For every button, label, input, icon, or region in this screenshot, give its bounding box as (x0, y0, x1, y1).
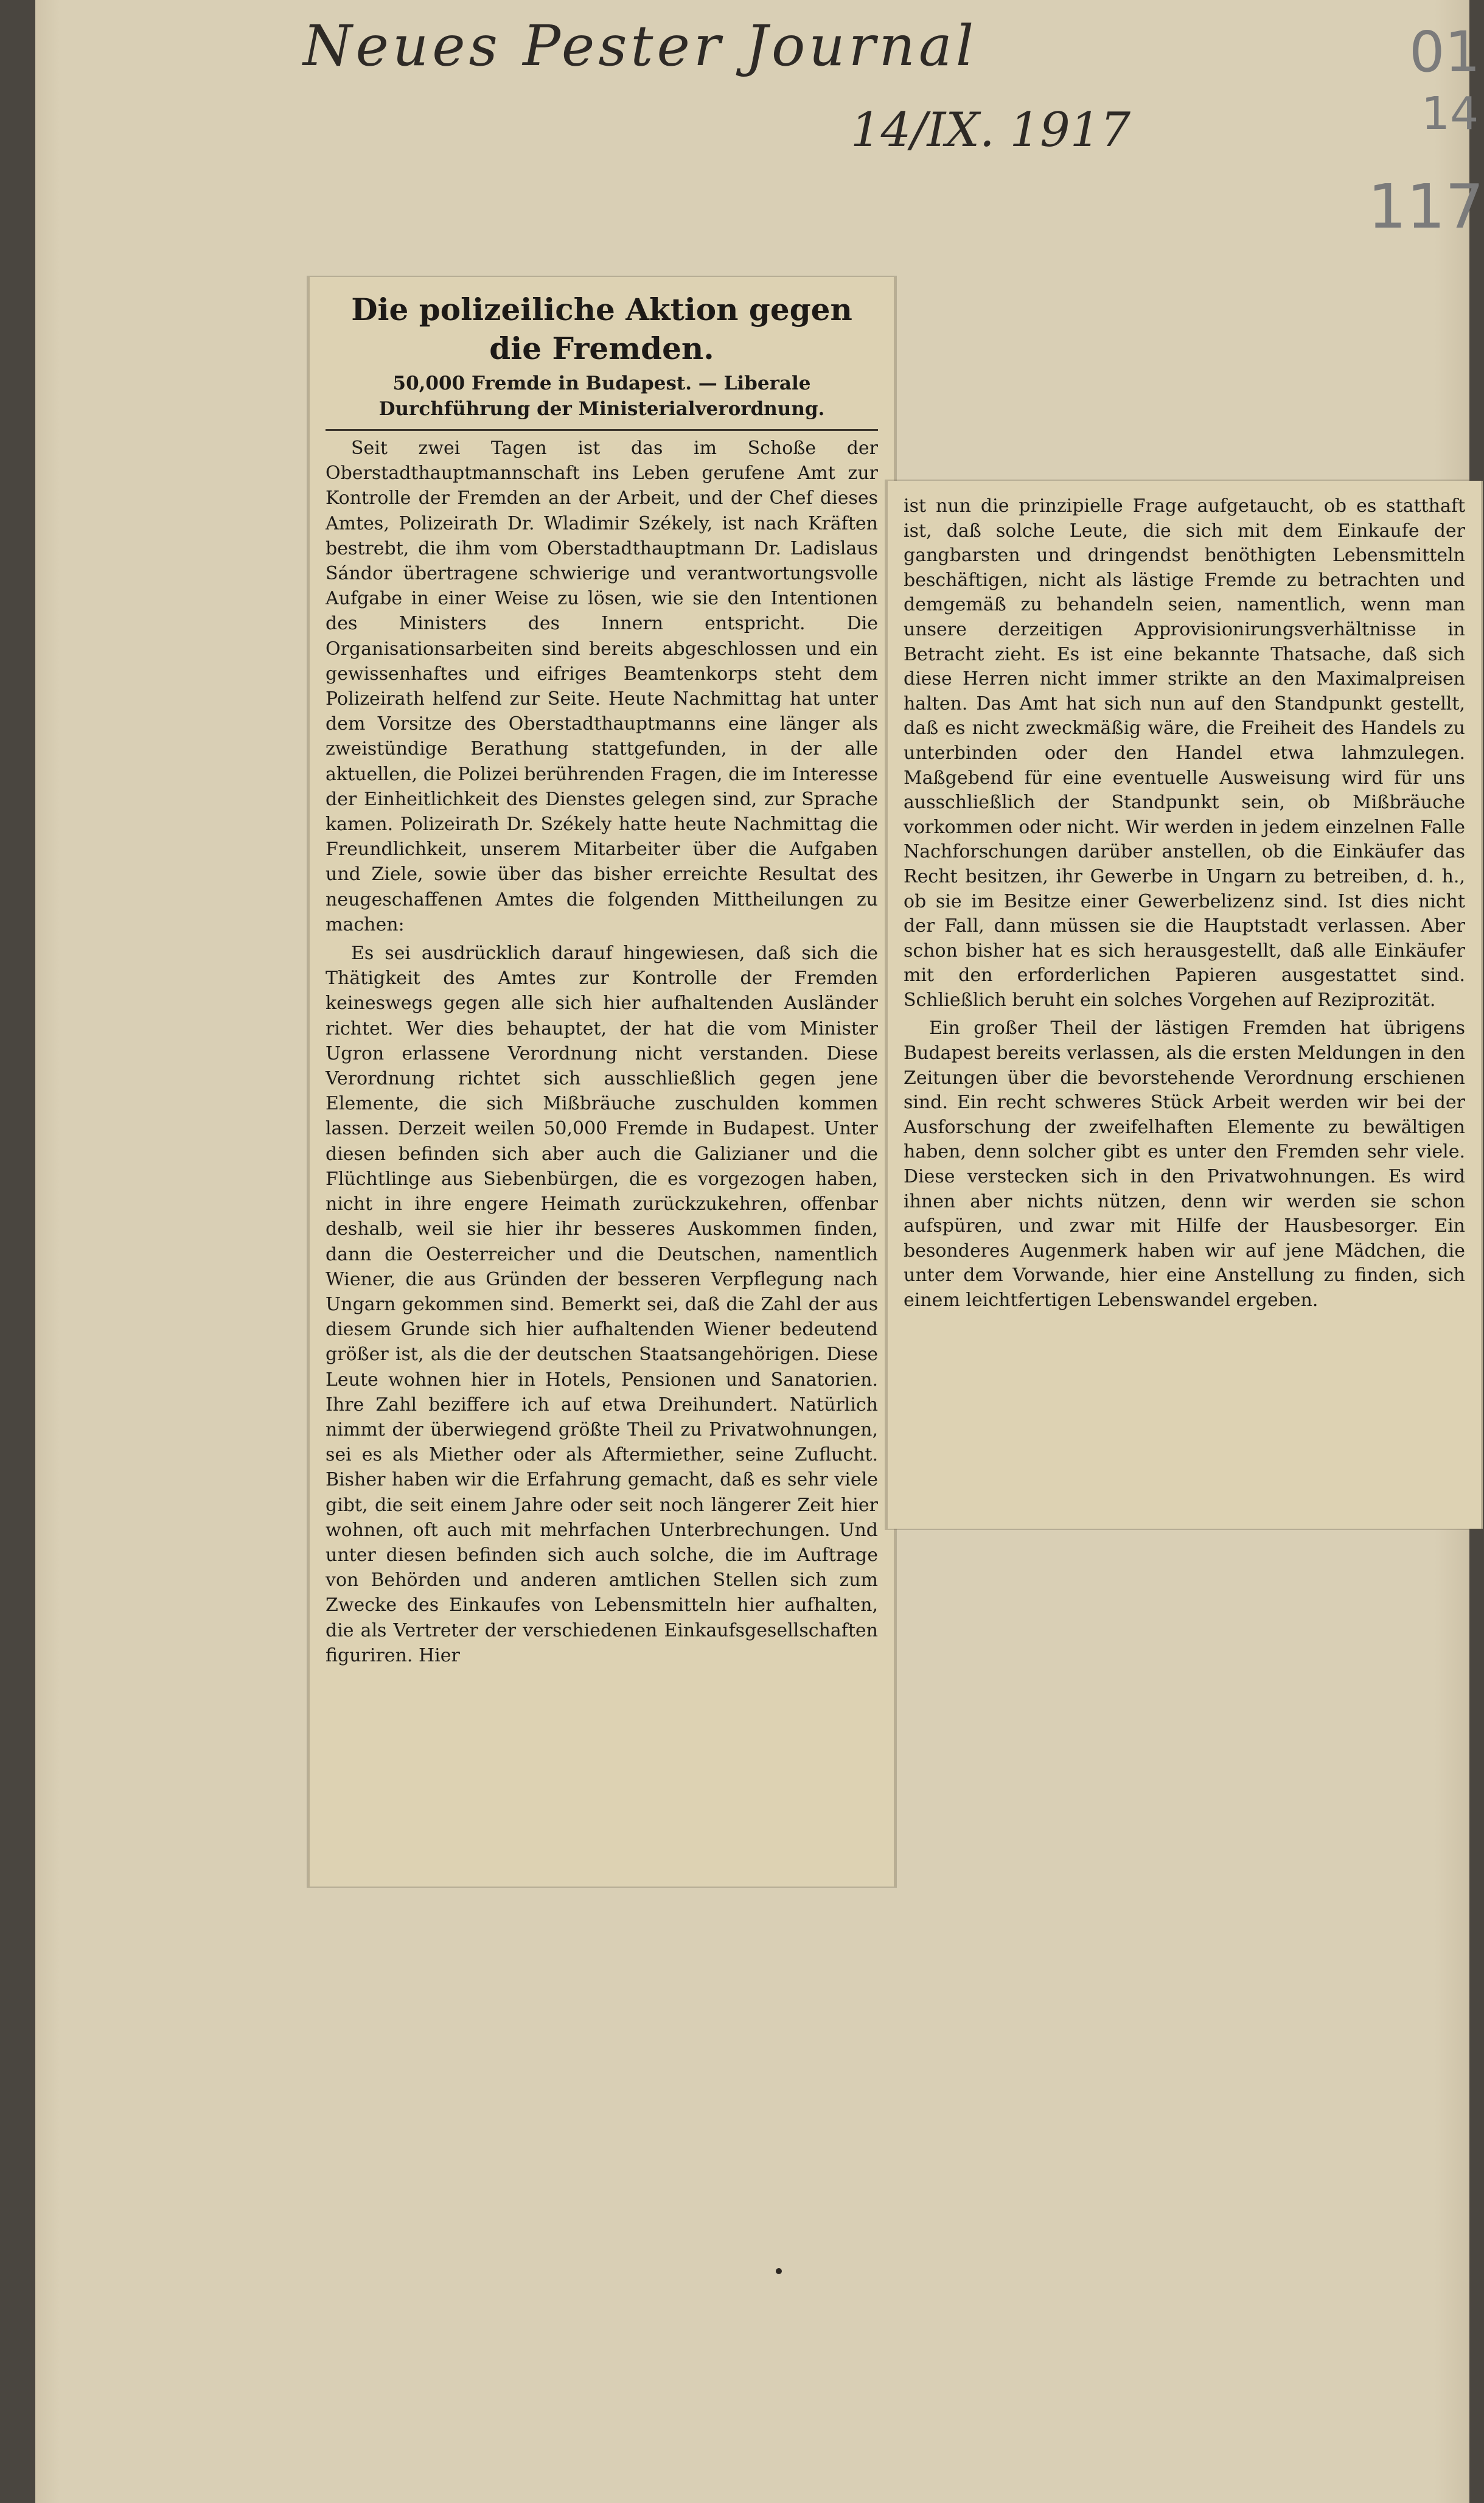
newspaper-clipping-left-column (308, 277, 896, 1887)
pencil-mark: 14 (1421, 88, 1479, 140)
article-paragraph: Ein großer Theil der lästigen Fremden hat übrigens Budapest bereits verlassen, als die ersten Meldungen in den Zeitungen über die bevorstehende Verordnung erschienen sind. Ein recht schweres Stück Arbeit werden wir bei der Ausforschung der zweifelhaften Elemente zu bewältigen haben, denn solcher gibt es unter den Fremden sehr viele. Diese verstecken sich in den Privatwohnungen. Es wird ihnen aber nichts nützen, denn wir werden sie schon aufspüren, und zwar mit Hilfe der Hausbesorger. Ein besonderes Augenmerk haben wir auf jene Mädchen, die unter dem Vorwande, hier eine Anstellung zu finden, sich einem leichtfertigen Lebenswandel ergeben. (904, 1018, 1465, 1311)
ink-dot (776, 2268, 782, 2274)
article-paragraph: ist nun die prinzipielle Frage aufgetaucht, ob es statthaft ist, daß solche Leute, die sich mit dem Einkaufe der gangbarsten und dringendst benöthigten Lebensmitteln beschäftigen, nicht als lästige Fremde zu betrachten und demgemäß zu behandeln seien, namentlich, wenn man unsere derzeitigen Approvisionirungsverhältnisse in Betracht zieht. Es ist eine bekannte Thatsache, daß sich diese Herren nicht immer strikte an den Maximalpreisen halten. Das Amt hat sich nun auf den Standpunkt gestellt, daß es nicht zweckmäßig wäre, die Freiheit des Handels zu unterbinden oder den Handel etwa lahmzulegen. Maßgebend für eine eventuelle Ausweisung wird für uns ausschließlich der Standpunkt sein, ob Mißbräuche vorkommen oder nicht. Wir werden in jedem einzelnen Falle Nachforschungen darüber anstellen, ob die Einkäufer das Recht besitzen, ihr Gewerbe in Ungarn zu betreiben, d. h., ob sie im Besitze einer Gewerbelizenz sind. Ist dies nicht der Fall, dann müssen sie die Hauptstadt verlassen. Aber schon bisher hat es sich herausgestellt, daß alle Einkäufer mit den erforderlichen Papieren ausgestattet sind. Schließlich beruht ein solches Vorgehen auf Reziprozität. (904, 495, 1465, 1011)
handwritten-date-note: 14/IX. 1917 (851, 103, 1130, 158)
newspaper-clipping-right-column (886, 481, 1483, 1529)
handwritten-source-note: Neues Pester Journal (303, 13, 978, 79)
article-headline: Die polizeiliche Aktion gegen die Fremden. (351, 291, 852, 366)
pencil-mark: 01 (1409, 19, 1481, 85)
pencil-mark: 117 (1368, 171, 1484, 242)
headline-rule (326, 429, 878, 431)
article-subheadline: 50,000 Fremde in Budapest. — Liberale Durchführung der Ministerialverordnung. (378, 372, 825, 420)
article-paragraph: Seit zwei Tagen ist das im Schoße der Oberstadthauptmannschaft ins Leben gerufene Amt zur Kontrolle der Fremden an der Arbeit, und der Chef dieses Amtes, Polizeirath Dr. Wladimir Székely, ist nach Kräften bestrebt, die ihm vom Oberstadthauptmann Dr. Ladislaus Sándor übertragene schwierige und verantwortungsvolle Aufgabe in einer Weise zu lösen, wie sie den Intentionen des Ministers des Innern entspricht. Die Organisationsarbeiten sind bereits abgeschlossen und ein gewissenhaftes und eifriges Beamtenkorps steht dem Polizeirath helfend zur Seite. Heute Nachmittag hat unter dem Vorsitze des Oberstadthauptmanns eine länger als zweistündige Berathung stattgefunden, in der alle aktuellen, die Polizei berührenden Fragen, die im Interesse der Einheitlichkeit des Dienstes gelegen sind, zur Sprache kamen. Polizeirath Dr. Székely hatte heute Nachmittag die Freundlichkeit, unserem Mitarbeiter über die Aufgaben und Ziele, sowie über das bisher erreichte Resultat des neugeschaffenen Amtes die folgenden Mittheilungen zu machen: (326, 438, 878, 935)
article-paragraph: Es sei ausdrücklich darauf hingewiesen, daß sich die Thätigkeit des Amtes zur Kontrolle der Fremden keineswegs gegen alle sich hier aufhaltenden Ausländer richtet. Wer dies behauptet, der hat die vom Minister Ugron erlassene Verordnung nicht verstanden. Diese Verordnung richtet sich ausschließlich gegen jene Elemente, die sich Mißbräuche zuschulden kommen lassen. Derzeit weilen 50,000 Fremde in Budapest. Unter diesen befinden sich aber auch die Galizianer und die Flüchtlinge aus Siebenbürgen, die es vorgezogen haben, nicht in ihre engere Heimath zurückzukehren, offenbar deshalb, weil sie hier ihr besseres Auskommen finden, dann die Oesterreicher und die Deutschen, namentlich Wiener, die aus Gründen der besseren Verpflegung nach Ungarn gekommen sind. Bemerkt sei, daß die Zahl der aus diesem Grunde sich hier aufhaltenden Wiener bedeutend größer ist, als die der deutschen Staatsangehörigen. Diese Leute wohnen hier in Hotels, Pensionen und Sanatorien. Ihre Zahl beziffere ich auf etwa Dreihundert. Natürlich nimmt der überwiegend größte Theil zu Privatwohnungen, sei es als Miether oder als Aftermiether, seine Zuflucht. Bisher haben wir die Erfahrung gemacht, daß es sehr viele gibt, die seit einem Jahre oder seit noch längerer Zeit hier wohnen, oft auch mit mehrfachen Unterbrechungen. Und unter diesen befinden sich auch solche, die im Auftrage von Behörden und anderen amtlichen Stellen sich zum Zwecke des Einkaufes von Lebensmitteln hier aufhalten, die als Vertreter der verschiedenen Einkaufsgesellschaften figuriren. Hier (326, 943, 878, 1666)
article-continuation (904, 494, 1465, 1313)
article-body (326, 290, 878, 1668)
archival-sheet (35, 0, 1484, 2503)
